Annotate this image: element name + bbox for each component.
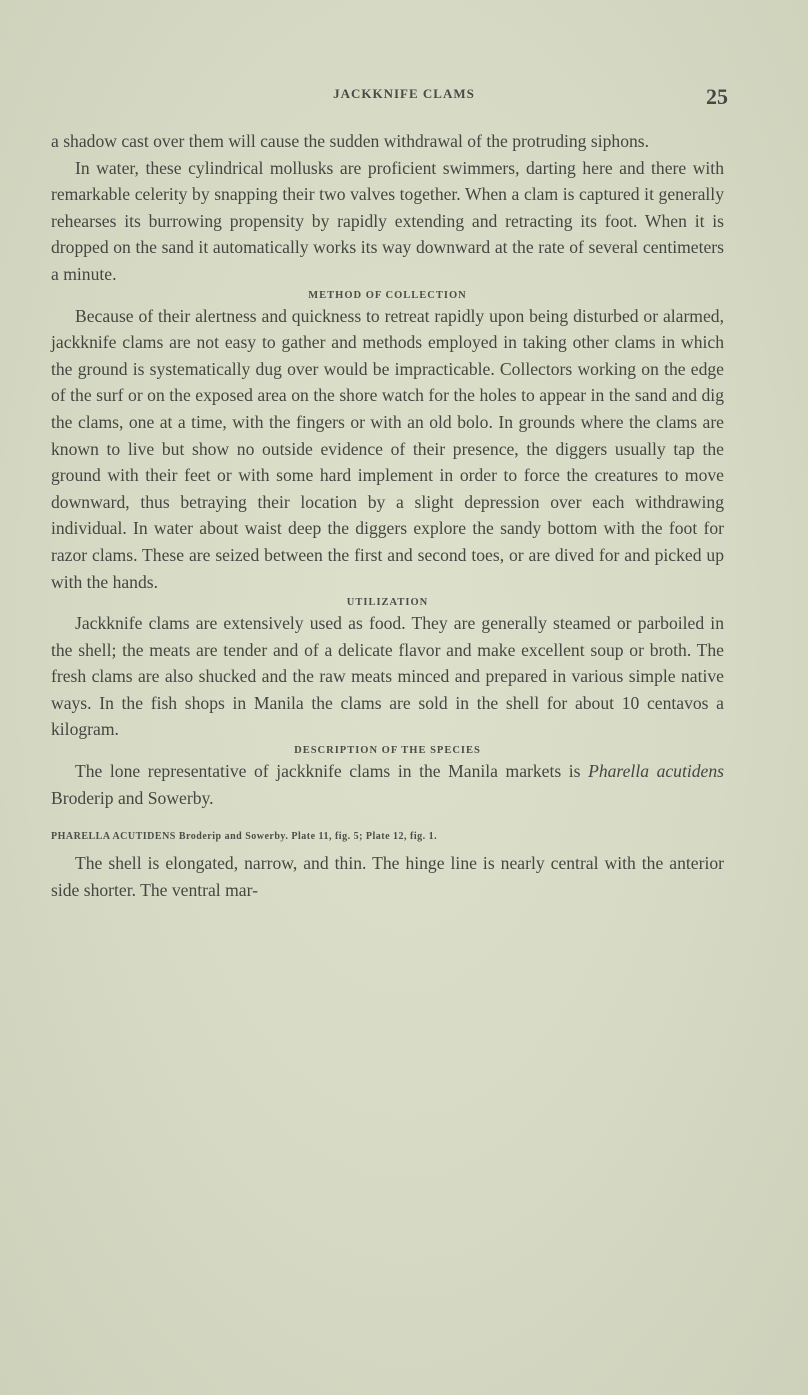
- representative-text-end: Broderip and Sowerby.: [51, 787, 214, 808]
- running-head: [0, 84, 808, 108]
- running-title: JACKKNIFE CLAMS: [333, 86, 475, 101]
- species-heading-reference: Broderip and Sowerby. Plate 11, fig. 5; Plate 12, fig. 1.: [175, 831, 438, 843]
- species-italic-name: Pharella acutidens: [588, 761, 725, 782]
- heading-method-of-collection: METHOD OF COLLECTION: [308, 289, 467, 301]
- paragraph-collection: Because of their alertness and quickness to retreat rapidly upon being disturbed or alarmed, jackknife clams are not easy to gather and methods employed in taking other clams in which the ground is systematically dug over would be impracticable. Collectors working on the edge of the surf or on the exposed area on the shore watch for the holes to appear in the sand and dig the clams, one at a time, with the fingers or with an old bolo. In grounds where the clams are known to live but show no outside evidence of their presence, the diggers usually tap the ground with their feet or with some hard implement in order to force the creatures to move downward, thus betraying their location by a slight depression over each withdrawing individual. In water about waist deep the diggers explore the sandy bottom with the foot for razor clams. These are seized between the first and second toes, or are dived for and picked up with the hands.: [51, 305, 724, 592]
- paragraph-representative: [51, 758, 724, 811]
- species-heading-name: PHARELLA ACUTIDENS: [51, 831, 176, 843]
- body-text: [51, 128, 724, 903]
- heading-utilization: UTILIZATION: [346, 597, 429, 609]
- paragraph-swimming: In water, these cylindrical mollusks are proficient swimmers, darting here and there with remarkable celerity by snapping their two valves together. When a clam is captured it generally rehearses its burrowing propensity by rapidly extending and retracting its foot. When it is dropped on the sand it automatically works its way downward at the rate of several centimeters a minute.: [51, 157, 724, 284]
- paragraph-shell-description: The shell is elongated, narrow, and thin. The hinge line is nearly central with the anterior side shorter. The ventral mar-: [51, 853, 724, 900]
- heading-description-of-species: DESCRIPTION OF THE SPECIES: [294, 745, 481, 757]
- representative-text-start: The lone representative of jackknife clams in the Manila markets is: [75, 761, 589, 782]
- page-number: 25: [706, 84, 728, 109]
- paragraph-utilization: Jackknife clams are extensively used as food. They are generally steamed or parboiled in the shell; the meats are tender and of a delicate flavor and make excellent soup or broth. The fresh clams are also shucked and the raw meats minced and prepared in various simple native ways. In the fish shops in Manila the clams are sold in the shell for about 10 centavos a kilogram.: [51, 613, 724, 740]
- paragraph-continuation: a shadow cast over them will cause the sudden withdrawal of the protruding siphons.: [51, 131, 650, 151]
- species-heading: [51, 830, 724, 844]
